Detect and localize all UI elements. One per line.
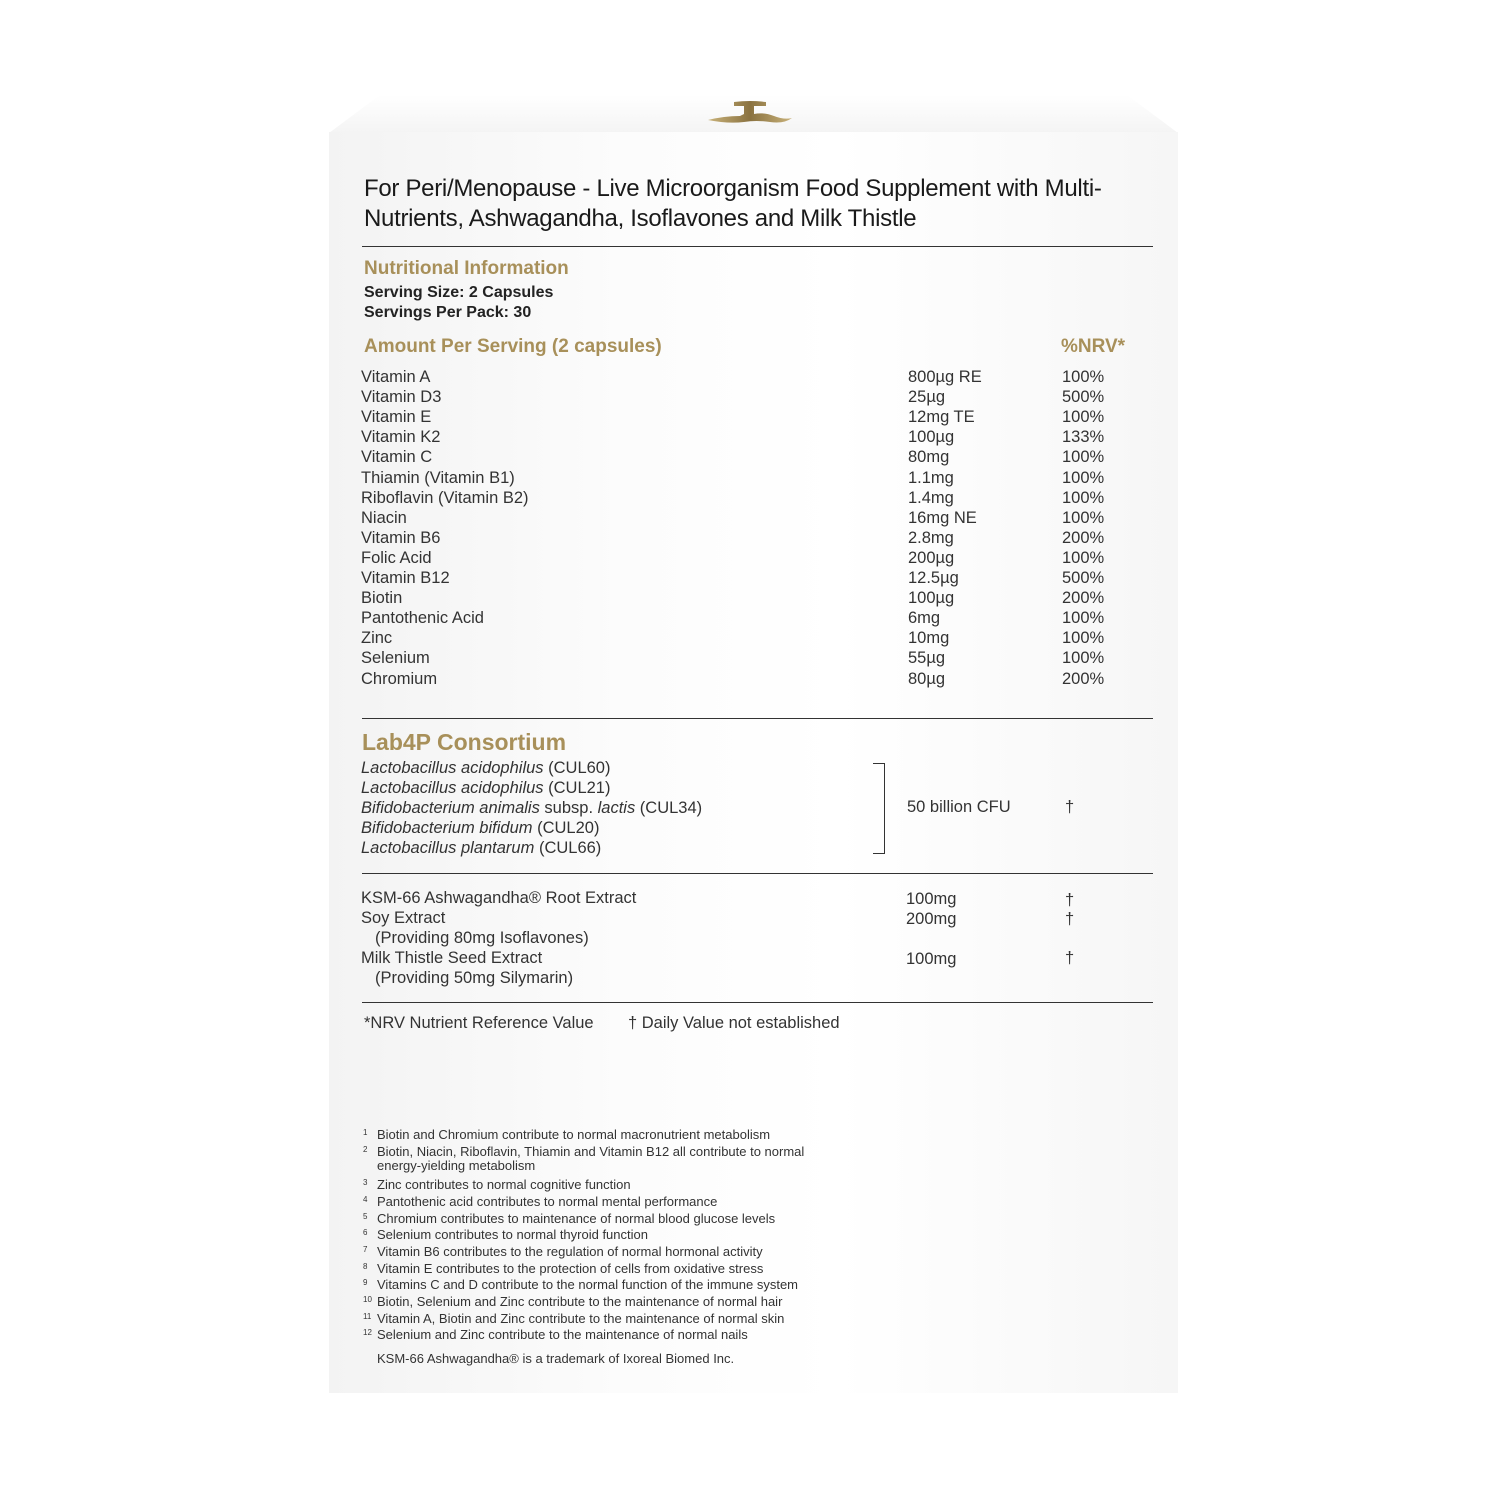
amount-per-serving-heading: Amount Per Serving (2 capsules) <box>364 336 662 357</box>
soy-extract-dagger: † <box>1065 910 1075 928</box>
strain-italic: Lactobacillus plantarum <box>361 839 535 858</box>
nutrient-row <box>361 407 1151 427</box>
footnote-number: 10 <box>363 1295 372 1304</box>
footnote-text: Zinc contributes to normal cognitive function <box>377 1177 631 1193</box>
nutrient-row <box>361 588 1151 608</box>
nutrient-amount: 55µg <box>908 649 946 668</box>
strain-suffix: (CUL20) <box>532 819 600 838</box>
footnote-number: 1 <box>363 1128 368 1137</box>
nutrient-amount: 80mg <box>908 448 950 467</box>
milk-thistle-dagger: † <box>1065 949 1075 967</box>
nutrient-name: Zinc <box>361 629 393 648</box>
divider <box>362 1002 1153 1003</box>
footnote-text: Vitamins C and D contribute to the normal function of the immune system <box>377 1277 799 1293</box>
nutrient-nrv: 200% <box>1062 589 1105 608</box>
nutrient-name: Vitamin C <box>361 448 433 467</box>
ksm-66-amount: 100mg <box>906 890 957 908</box>
servings-per-pack: Servings Per Pack: 30 <box>364 304 532 321</box>
strain-item <box>361 838 601 858</box>
footnote-text: Vitamin E contributes to the protection of cells from oxidative stress <box>377 1260 764 1276</box>
nutrient-amount: 80µg <box>908 669 946 688</box>
milk-thistle-name: Milk Thistle Seed Extract <box>361 949 543 967</box>
nutrient-amount: 800µg RE <box>908 368 982 386</box>
nutrient-amount: 16mg NE <box>908 508 977 527</box>
footnote-text: Selenium contributes to normal thyroid function <box>377 1227 648 1243</box>
strain-italic: Lactobacillus acidophilus <box>361 759 544 777</box>
nutrient-name: Vitamin D3 <box>361 388 442 407</box>
nutrient-name: Chromium <box>361 669 438 688</box>
nutrient-nrv: 500% <box>1062 388 1105 407</box>
strain-italic2: lactis <box>597 799 636 818</box>
consortium-dagger: † <box>1065 798 1075 816</box>
nutrient-nrv: 100% <box>1062 468 1105 487</box>
nutrient-name: Vitamin E <box>361 408 432 427</box>
nutrient-nrv: 133% <box>1062 428 1105 447</box>
footnote-text: energy-yielding metabolism <box>377 1158 536 1174</box>
nutrient-amount: 10mg <box>908 629 950 648</box>
trademark-notice: KSM-66 Ashwagandha® is a trademark of Ixoreal Biomed Inc. <box>377 1351 735 1366</box>
nutrient-row <box>361 528 1151 548</box>
strain-suffix: (CUL66) <box>534 839 602 858</box>
divider <box>362 718 1153 719</box>
nutrient-nrv: 100% <box>1062 368 1105 386</box>
divider <box>362 873 1153 874</box>
nutrient-row <box>361 387 1151 407</box>
nrv-legend: *NRV Nutrient Reference Value <box>364 1014 594 1032</box>
nutrient-amount: 12mg TE <box>908 408 975 427</box>
nutrient-name: Selenium <box>361 649 430 668</box>
serving-size: Serving Size: 2 Capsules <box>364 284 554 301</box>
nutrient-row <box>361 608 1151 628</box>
nutrient-name: Thiamin (Vitamin B1) <box>361 468 515 487</box>
strain-bracket <box>873 763 885 854</box>
footnote-text: Selenium and Zinc contribute to the maintenance of normal nails <box>377 1327 748 1343</box>
nutrient-amount: 1.4mg <box>908 488 954 507</box>
strain-suffix: (CUL60) <box>543 759 611 777</box>
nutrient-amount: 1.1mg <box>908 468 954 487</box>
nutrient-row <box>361 468 1151 488</box>
nutrient-row <box>361 568 1151 588</box>
strain-item <box>361 818 599 838</box>
footnote-number: 11 <box>363 1311 372 1321</box>
nutrient-nrv: 100% <box>1062 629 1105 648</box>
footnote-number: 8 <box>363 1261 368 1271</box>
strain-item <box>361 778 610 798</box>
strain-suffix: (CUL34) <box>635 799 703 818</box>
footnote-number: 7 <box>363 1244 368 1254</box>
product-title: For Peri/Menopause - Live Microorganism Food Supplement with Multi-Nutrients, Ashwagandha, Isoflavones and Milk Thistle <box>364 175 1102 232</box>
footnote-number: 4 <box>363 1194 368 1204</box>
nutrient-row <box>361 648 1151 668</box>
nutrient-nrv: 100% <box>1062 649 1105 668</box>
nutritional-heading: Nutritional Information <box>364 258 569 279</box>
strain-suffix: (CUL21) <box>543 779 611 798</box>
nutrient-row <box>361 367 1151 387</box>
nutrient-amount: 200µg <box>908 548 955 567</box>
nutrient-row <box>361 669 1151 689</box>
dv-legend: † Daily Value not established <box>628 1014 840 1032</box>
nutrient-nrv: 500% <box>1062 569 1105 587</box>
strain-mid: subsp. <box>539 799 598 818</box>
footnote-number: 3 <box>363 1178 368 1188</box>
nutrient-nrv: 100% <box>1062 408 1105 427</box>
milk-thistle-amount: 100mg <box>906 950 957 968</box>
footnote-number: 9 <box>363 1278 368 1288</box>
soy-extract-amount: 200mg <box>906 910 957 928</box>
nutrient-name: Folic Acid <box>361 548 432 567</box>
nutrient-amount: 25µg <box>908 388 946 407</box>
nutrient-name: Vitamin K2 <box>361 428 441 447</box>
footnote-item <box>363 1158 535 1175</box>
nutrient-amount: 2.8mg <box>908 528 954 547</box>
nutrient-nrv: 200% <box>1062 528 1105 547</box>
footnote-text: Chromium contributes to maintenance of normal blood glucose levels <box>377 1210 776 1226</box>
nutrient-name: Biotin <box>361 589 403 608</box>
footnote-text: Biotin and Chromium contribute to normal macronutrient metabolism <box>377 1127 771 1142</box>
footnote-item <box>363 1325 748 1344</box>
nutrient-amount: 12.5µg <box>908 569 959 587</box>
nutrient-row <box>361 447 1151 467</box>
milk-thistle-sub: (Providing 50mg Silymarin) <box>375 969 574 987</box>
strain-item <box>361 798 702 818</box>
footnote-number: 6 <box>363 1228 368 1238</box>
ksm-66-dagger: † <box>1065 891 1075 909</box>
nutrient-row <box>361 628 1151 648</box>
nutrient-nrv: 100% <box>1062 609 1105 628</box>
soy-extract-name: Soy Extract <box>361 909 446 927</box>
nutrient-row <box>361 488 1151 508</box>
footnote-number: 5 <box>363 1211 368 1221</box>
nutrient-row <box>361 508 1151 528</box>
nutrient-name: Niacin <box>361 508 407 527</box>
footnote-number: 2 <box>363 1144 368 1154</box>
footnote-text: Vitamin B6 contributes to the regulation of normal hormonal activity <box>377 1243 763 1259</box>
ksm-66-name: KSM-66 Ashwagandha® Root Extract <box>361 889 637 907</box>
nutrient-nrv: 100% <box>1062 448 1105 467</box>
consortium-amount: 50 billion CFU <box>907 798 1011 816</box>
nutrient-row <box>361 427 1151 447</box>
strain-italic: Bifidobacterium bifidum <box>361 819 533 838</box>
footnote-text: Biotin, Selenium and Zinc contribute to the maintenance of normal hair <box>377 1294 783 1309</box>
strain-italic: Bifidobacterium animalis <box>361 799 540 818</box>
nutrient-amount: 100µg <box>908 428 955 447</box>
footnote-text: Biotin, Niacin, Riboflavin, Thiamin and Vitamin B12 all contribute to normal <box>377 1143 805 1159</box>
soy-extract-sub: (Providing 80mg Isoflavones) <box>375 929 589 947</box>
consortium-heading: Lab4P Consortium <box>362 729 567 755</box>
nutrient-name: Vitamin A <box>361 368 431 386</box>
footnote-text: Vitamin A, Biotin and Zinc contribute to the maintenance of normal skin <box>377 1310 785 1326</box>
footnote-text: Pantothenic acid contributes to normal mental performance <box>377 1193 718 1209</box>
nutrient-name: Riboflavin (Vitamin B2) <box>361 488 529 507</box>
strain-item <box>361 758 610 778</box>
nutrient-name: Vitamin B12 <box>361 569 450 587</box>
nutrient-amount: 6mg <box>908 609 941 628</box>
nutrient-nrv: 100% <box>1062 508 1105 527</box>
nutrient-name: Pantothenic Acid <box>361 609 484 628</box>
nutrient-nrv: 100% <box>1062 548 1105 567</box>
nutrient-row <box>361 548 1151 568</box>
footnote-number: 12 <box>363 1328 372 1338</box>
strain-italic: Lactobacillus acidophilus <box>361 779 544 798</box>
nutrient-amount: 100µg <box>908 589 955 608</box>
nutrient-nrv: 100% <box>1062 488 1105 507</box>
nutrient-name: Vitamin B6 <box>361 528 441 547</box>
divider <box>362 246 1153 247</box>
nrv-heading: %NRV* <box>1061 336 1126 357</box>
nutrient-nrv: 200% <box>1062 669 1105 688</box>
